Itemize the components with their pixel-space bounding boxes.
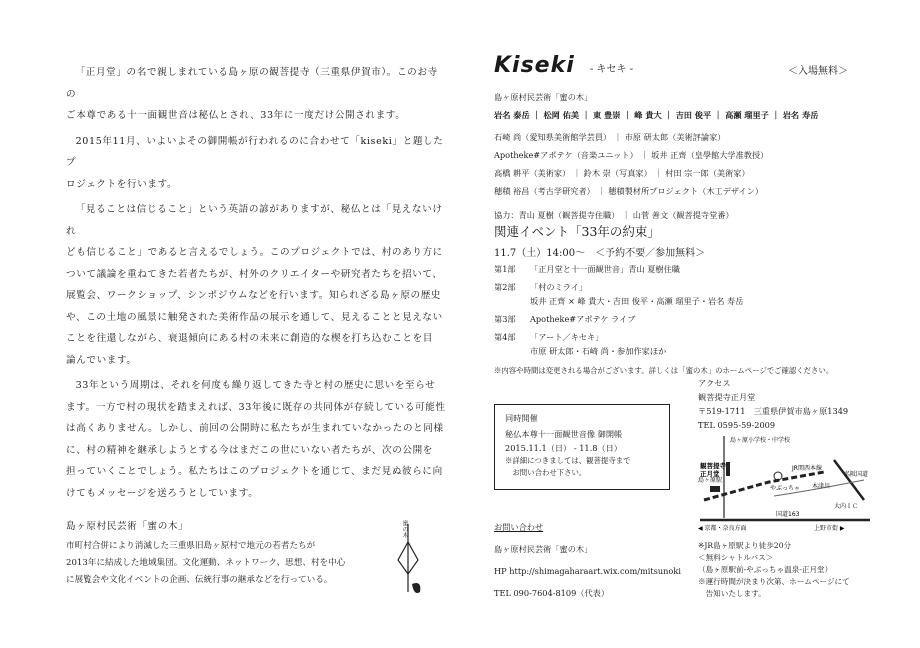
access-map bbox=[694, 430, 874, 534]
program-item: 第4部 「アート／キセキ」 bbox=[494, 332, 604, 342]
simultaneous-dates: 2015.11.1（日） - 11.8（日） bbox=[505, 443, 622, 453]
guest-line: Apotheke#アポテケ（音楽ユニット） ｜ 坂井 正齊（皇學館大学准教授） bbox=[494, 150, 769, 160]
access-block bbox=[698, 376, 878, 432]
map-river-label: 木津川 bbox=[812, 483, 831, 490]
simultaneous-box bbox=[494, 404, 670, 490]
logo-caption: 蜜の木 bbox=[401, 520, 408, 538]
map-route-label: 国道163 bbox=[776, 511, 800, 518]
contact-org: 島ヶ原村民芸術「蜜の木」 bbox=[494, 544, 593, 554]
access-note: ＜無料シャトルバス＞ bbox=[698, 553, 774, 562]
map-jr-label: JR関西本線 bbox=[792, 465, 822, 472]
map-spa-label: やぶっちゃ bbox=[770, 485, 801, 492]
access-note: 告知いたします。 bbox=[698, 589, 766, 598]
admission-badge: ＜入場無料＞ bbox=[788, 66, 848, 77]
access-heading: アクセス bbox=[698, 378, 731, 388]
access-notes bbox=[698, 540, 878, 600]
program-item: 第2部 「村のミライ」 bbox=[494, 282, 588, 292]
program-sub: 坂井 正齊 × 峰 貴大・吉田 俊平・高瀬 瑠里子・岩名 寿岳 bbox=[530, 296, 744, 306]
group-title: 島ヶ原村民芸術「蜜の木」 bbox=[66, 521, 189, 532]
program-item: 第3部 Apotheke#アポテケ ライブ bbox=[494, 314, 636, 324]
access-note: ※運行時間が決まり次第、ホームページにて bbox=[698, 577, 850, 586]
event-date: 11.7（土）14:00～ ＜予約不要／参加無料＞ bbox=[494, 248, 706, 259]
members-list: 岩名 泰岳 ｜ 松岡 佑美 ｜ 東 豊崇 ｜ 峰 貴大 ｜ 吉田 俊平 ｜ 高瀬 瑠里子 ｜ 岩名 寿岳 bbox=[494, 110, 819, 120]
map-left-direction: ◀ 京都・奈良方面 bbox=[698, 525, 747, 532]
map-school-label: 島ヶ原小学校・中学校 bbox=[730, 437, 791, 444]
members-header: 島ヶ原村民芸術「蜜の木」 bbox=[494, 92, 593, 102]
guest-line: 石崎 尚（愛知県美術館学芸員） ｜ 市原 研太郎（美術評論家） bbox=[494, 132, 726, 142]
intro-paragraph: 2015年11月、いよいよその御開帳が行われるのに合わせて「kiseki」と題したプ ロジェクトを行います。 bbox=[66, 135, 444, 190]
contact-heading: お問い合わせ bbox=[494, 522, 544, 532]
access-address: 〒519-1711 三重県伊賀市島ヶ原1349 bbox=[698, 406, 849, 416]
simultaneous-title: 秘仏本尊十一面観世音像 御開帳 bbox=[505, 429, 623, 439]
members-block bbox=[494, 90, 818, 222]
intro-paragraph: 33年という周期は、それを何度も繰り返してきた寺と村の歴史に思いを至らせ ます。一方で村の現状を踏まえれば、33年後に既存の共同体が存続している可能性 は高くありません。しかし、前回の公開時に私たちが生まれていなかったのと同様 に、村の精神を継承しようとする今はまだこの世にいない者たちが、次の公開を 担っていくことでしょう。私たちはこのプロジェクトを通じて、まだ見ぬ彼らに向 けてもメッセージを送ろうとしています。 bbox=[66, 380, 446, 499]
contact-block bbox=[494, 520, 684, 600]
access-note: （島ヶ原駅前-やぶっちゃ温泉-正月堂） bbox=[698, 565, 833, 574]
contact-hp[interactable]: HP http://shimagaharaart.wix.com/mitsunoki bbox=[494, 566, 681, 576]
map-temple-label: 観菩提寺正月堂 bbox=[700, 462, 726, 478]
program-sub: 市原 研太郎・石崎 尚・参加作家ほか bbox=[530, 346, 667, 356]
intro-paragraph: 「見ることは信じること」という英語の諺がありますが、秘仏とは「見えないけれ ども信じること」であると言えるでしょう。このプロジェクトでは、村のあり方に ついて議論を重ねてきた若者たちが、村外のクリエイターや研究者たちを招いて、 展覧会、ワークショップ、シンポジウムなどを行います。知られざる島ヶ原の歴史 や、この土地の風景に触発された美術作品の展示を通して、見えることと見えない ことを往還しながら、衰退傾向にある村の未来に創造的な楔を打ち込むことを目 論んでいます。 bbox=[66, 204, 443, 366]
intro-text bbox=[66, 62, 446, 508]
guest-line: 穂積 裕昌（考古学研究者） ｜ 穂積製材所プロジェクト（木工デザイン） bbox=[494, 186, 764, 196]
access-note: ※JR島ヶ原駅より徒歩20分 bbox=[698, 541, 792, 550]
map-highway-label: 名阪国道 bbox=[844, 471, 869, 478]
access-temple: 観菩提寺正月堂 bbox=[698, 392, 756, 402]
program-list bbox=[494, 262, 864, 378]
guest-line: 高橋 耕平（美術家） ｜ 鈴木 崇（写真家） ｜ 村田 宗一郎（美術家） bbox=[494, 168, 750, 178]
map-right-direction: 上野市街 ▶ bbox=[814, 525, 845, 532]
map-station-label: 島ヶ原駅 bbox=[698, 477, 723, 484]
simultaneous-note: ※詳細につきましては、観菩提寺まで お問い合わせ下さい。 bbox=[505, 456, 631, 477]
kiseki-logo: Kiseki bbox=[494, 53, 575, 78]
program-item: 第1部 「正月堂と十一面観世音」青山 夏樹住職 bbox=[494, 264, 680, 274]
map-exit-label: 大内ＩＣ bbox=[834, 503, 859, 510]
event-title: 関連イベント「33年の約束」 bbox=[494, 224, 660, 239]
kiseki-subtitle: - キセキ - bbox=[590, 64, 634, 75]
access-tel: TEL 0595-59-2009 bbox=[698, 420, 776, 430]
group-description: 市町村合併により消滅した三重県旧島ヶ原村で地元の若者たちが 2013年に結成した地域集団。文化運動、ネットワーク、思想、村を中心 に展覧会や文化イベントの企画、伝統行事の継承などを行っている。 bbox=[66, 541, 346, 585]
simultaneous-heading: 同時開催 bbox=[505, 413, 538, 423]
program-note: ※内容や時間は変更される場合がございます。詳しくは「蜜の木」のホームページでご確認ください。 bbox=[494, 366, 834, 375]
intro-paragraph: 「正月堂」の名で親しまれている島ヶ原の観菩提寺（三重県伊賀市）。このお寺の ご本尊である十一面観世音は秘仏とされ、33年に一度だけ公開されます。 bbox=[66, 67, 438, 121]
cooperation-line: 協力：青山 夏樹（観菩提寺住職） ｜ 山菅 善文（観菩提寺堂番） bbox=[494, 210, 734, 220]
contact-tel: TEL 090-7604-8109（代表） bbox=[494, 588, 610, 598]
